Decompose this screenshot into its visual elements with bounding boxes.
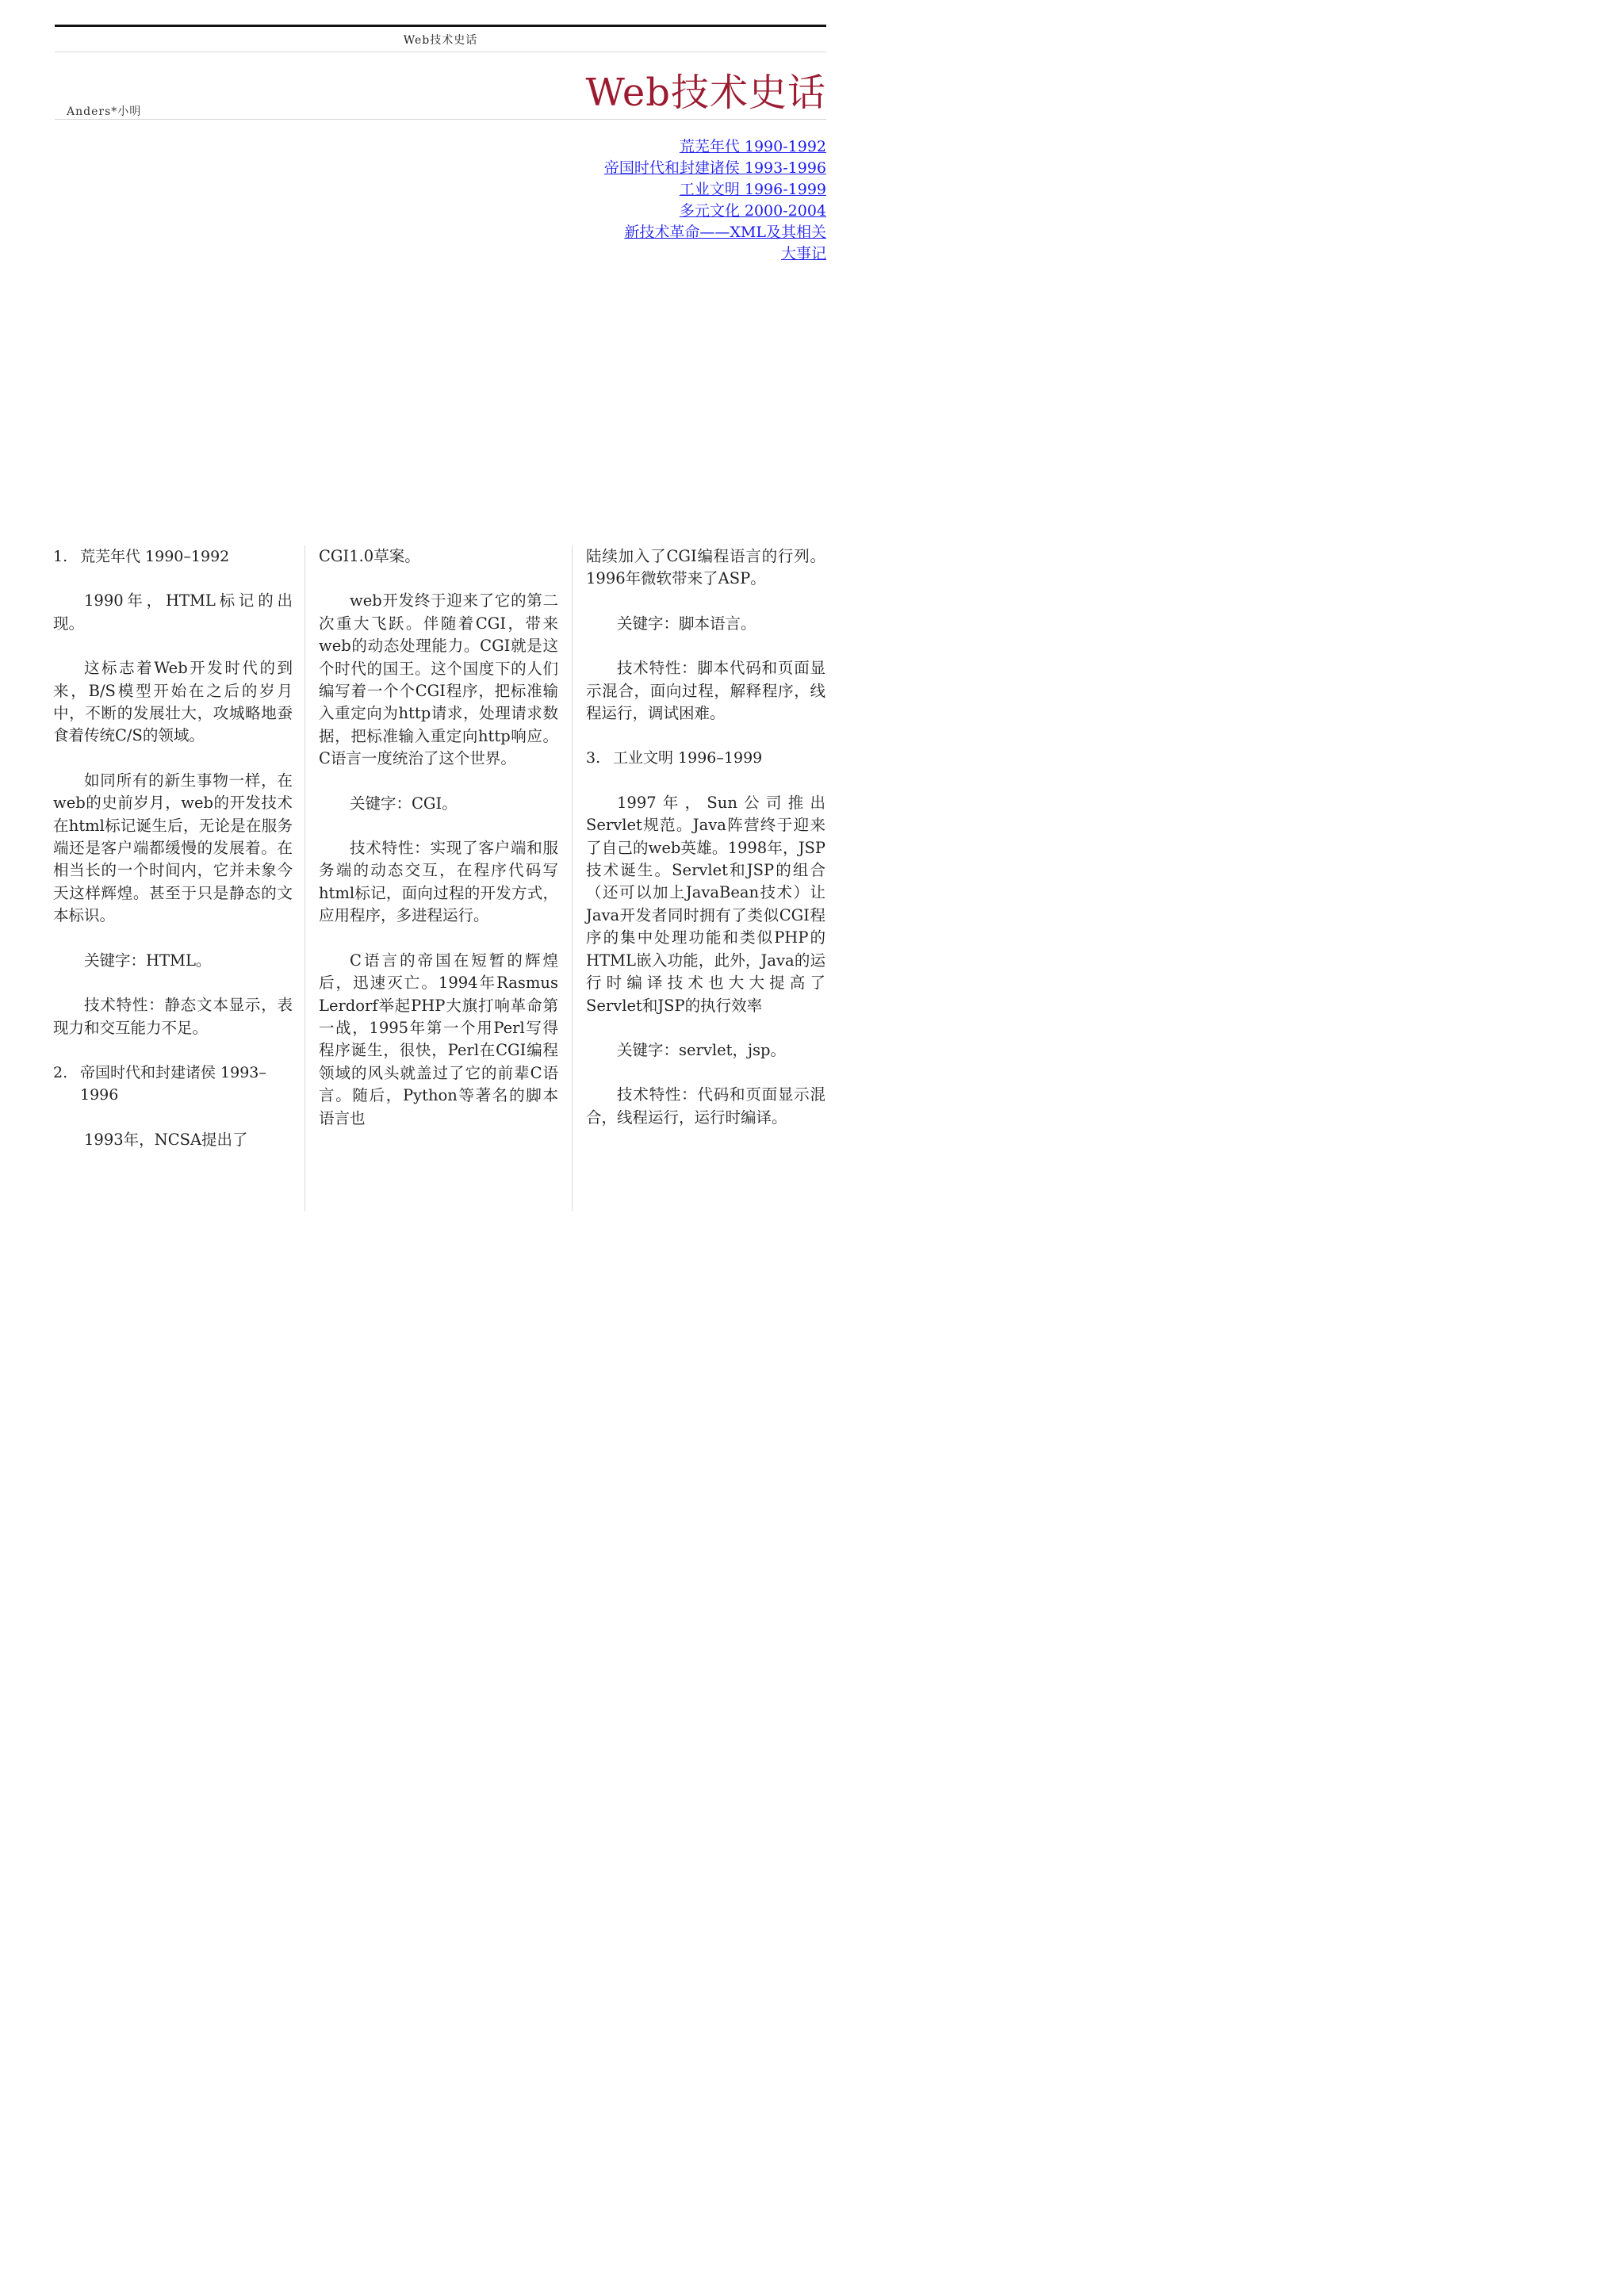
paragraph: 1997年，Sun公司推出Servlet规范。Java阵营终于迎来了自己的web英雄。1998年，JSP技术诞生。Servlet和JSP的组合（还可以加上JavaBean技术）让Java开发者同时拥有了类似CGI程序的集中处理功能和类似PHP的HTML嵌入功能，此外，Java的运行时编译技术也大大提高了Servlet和JSP的执行效率 [586,793,825,1015]
running-header: Web技术史话 [403,34,478,47]
text-column-2 [319,545,558,1152]
section-heading-text: 帝国时代和封建诸侯 1993–1996 [80,1063,266,1104]
author-name: Anders*小明 [67,105,142,118]
section-heading-text: 荒芜年代 1990–1992 [80,548,230,565]
paragraph: 如同所有的新生事物一样，在web的史前岁月，web的开发技术在html标记诞生后，无论是在服务端还是客户端都缓慢的发展着。在相当长的一个时间内，它并未象今天这样辉煌。甚至于只是静态的文本标识。 [53,771,293,925]
toc-link-1990-1992[interactable]: 荒芜年代 1990-1992 [679,138,826,155]
keywords-line: 关键字：CGI。 [350,794,458,813]
section-heading-2 [53,1062,293,1107]
toc-link-2000-2004[interactable]: 多元文化 2000-2004 [679,202,826,220]
tech-features-line: 技术特性：实现了客户端和服务端的动态交互，在程序代码写html标记，面向过程的开发方式，应用程序，多进程运行。 [319,839,558,925]
paragraph: 这标志着Web开发时代的到来，B/S模型开始在之后的岁月中，不断的发展壮大，攻城略地蚕食着传统C/S的领域。 [53,659,293,745]
paragraph: C语言的帝国在短暂的辉煌后，迅速灭亡。1994年Rasmus Lerdorf举起PHP大旗打响革命第一战，1995年第一个用Perl写得程序诞生，很快，Perl在CGI编程领域的风头就盖过了它的前辈C语言。随后，Python等著名的脚本语言也 [319,951,558,1127]
section-heading-1 [53,545,293,568]
toc-link-xml[interactable]: 新技术革命——XML及其相关 [624,224,826,241]
column-divider [304,545,305,1211]
paragraph: web开发终于迎来了它的第二次重大飞跃。伴随着CGI，带来web的动态处理能力。CGI就是这个时代的国王。这个国度下的人们编写着一个个CGI程序，把标准输入重定向为http请求，处理请求数据，把标准输入重定向http响应。C语言一度统治了这个世界。 [319,591,558,768]
keywords-line: 关键字：HTML。 [84,951,212,970]
toc-link-1996-1999[interactable]: 工业文明 1996-1999 [679,181,826,198]
tech-features-line: 技术特性：脚本代码和页面显示混合，面向过程，解释程序，线程运行，调试困难。 [586,659,825,723]
text-column-1 [53,545,293,1173]
section-heading-3 [586,747,825,769]
paragraph-continued: CGI1.0草案。 [319,547,420,565]
section-number: 3. [586,749,601,767]
top-rule [55,25,826,27]
document-title: Web技术史话 [585,71,826,115]
title-divider [55,119,826,120]
toc-link-timeline[interactable]: 大事记 [780,245,826,262]
keywords-line: 关键字：脚本语言。 [617,614,756,633]
column-divider [572,545,573,1211]
paragraph: 1993年，NCSA提出了 [84,1130,248,1149]
keywords-line: 关键字：servlet，jsp。 [617,1040,787,1059]
toc-link-1993-1996[interactable]: 帝国时代和封建诸侯 1993-1996 [603,159,826,177]
paragraph-continued: 陆续加入了CGI编程语言的行列。1996年微软带来了ASP。 [586,547,825,588]
section-heading-text: 工业文明 1996–1999 [613,749,763,767]
table-of-contents [604,136,826,265]
section-number: 1. [53,548,68,565]
tech-features-line: 技术特性：静态文本显示，表现力和交互能力不足。 [53,996,293,1037]
section-number: 2. [53,1063,68,1081]
text-column-3 [586,545,825,1151]
tech-features-line: 技术特性：代码和页面显示混合，线程运行，运行时编译。 [586,1085,825,1127]
paragraph: 1990年，HTML标记的出现。 [53,591,293,633]
